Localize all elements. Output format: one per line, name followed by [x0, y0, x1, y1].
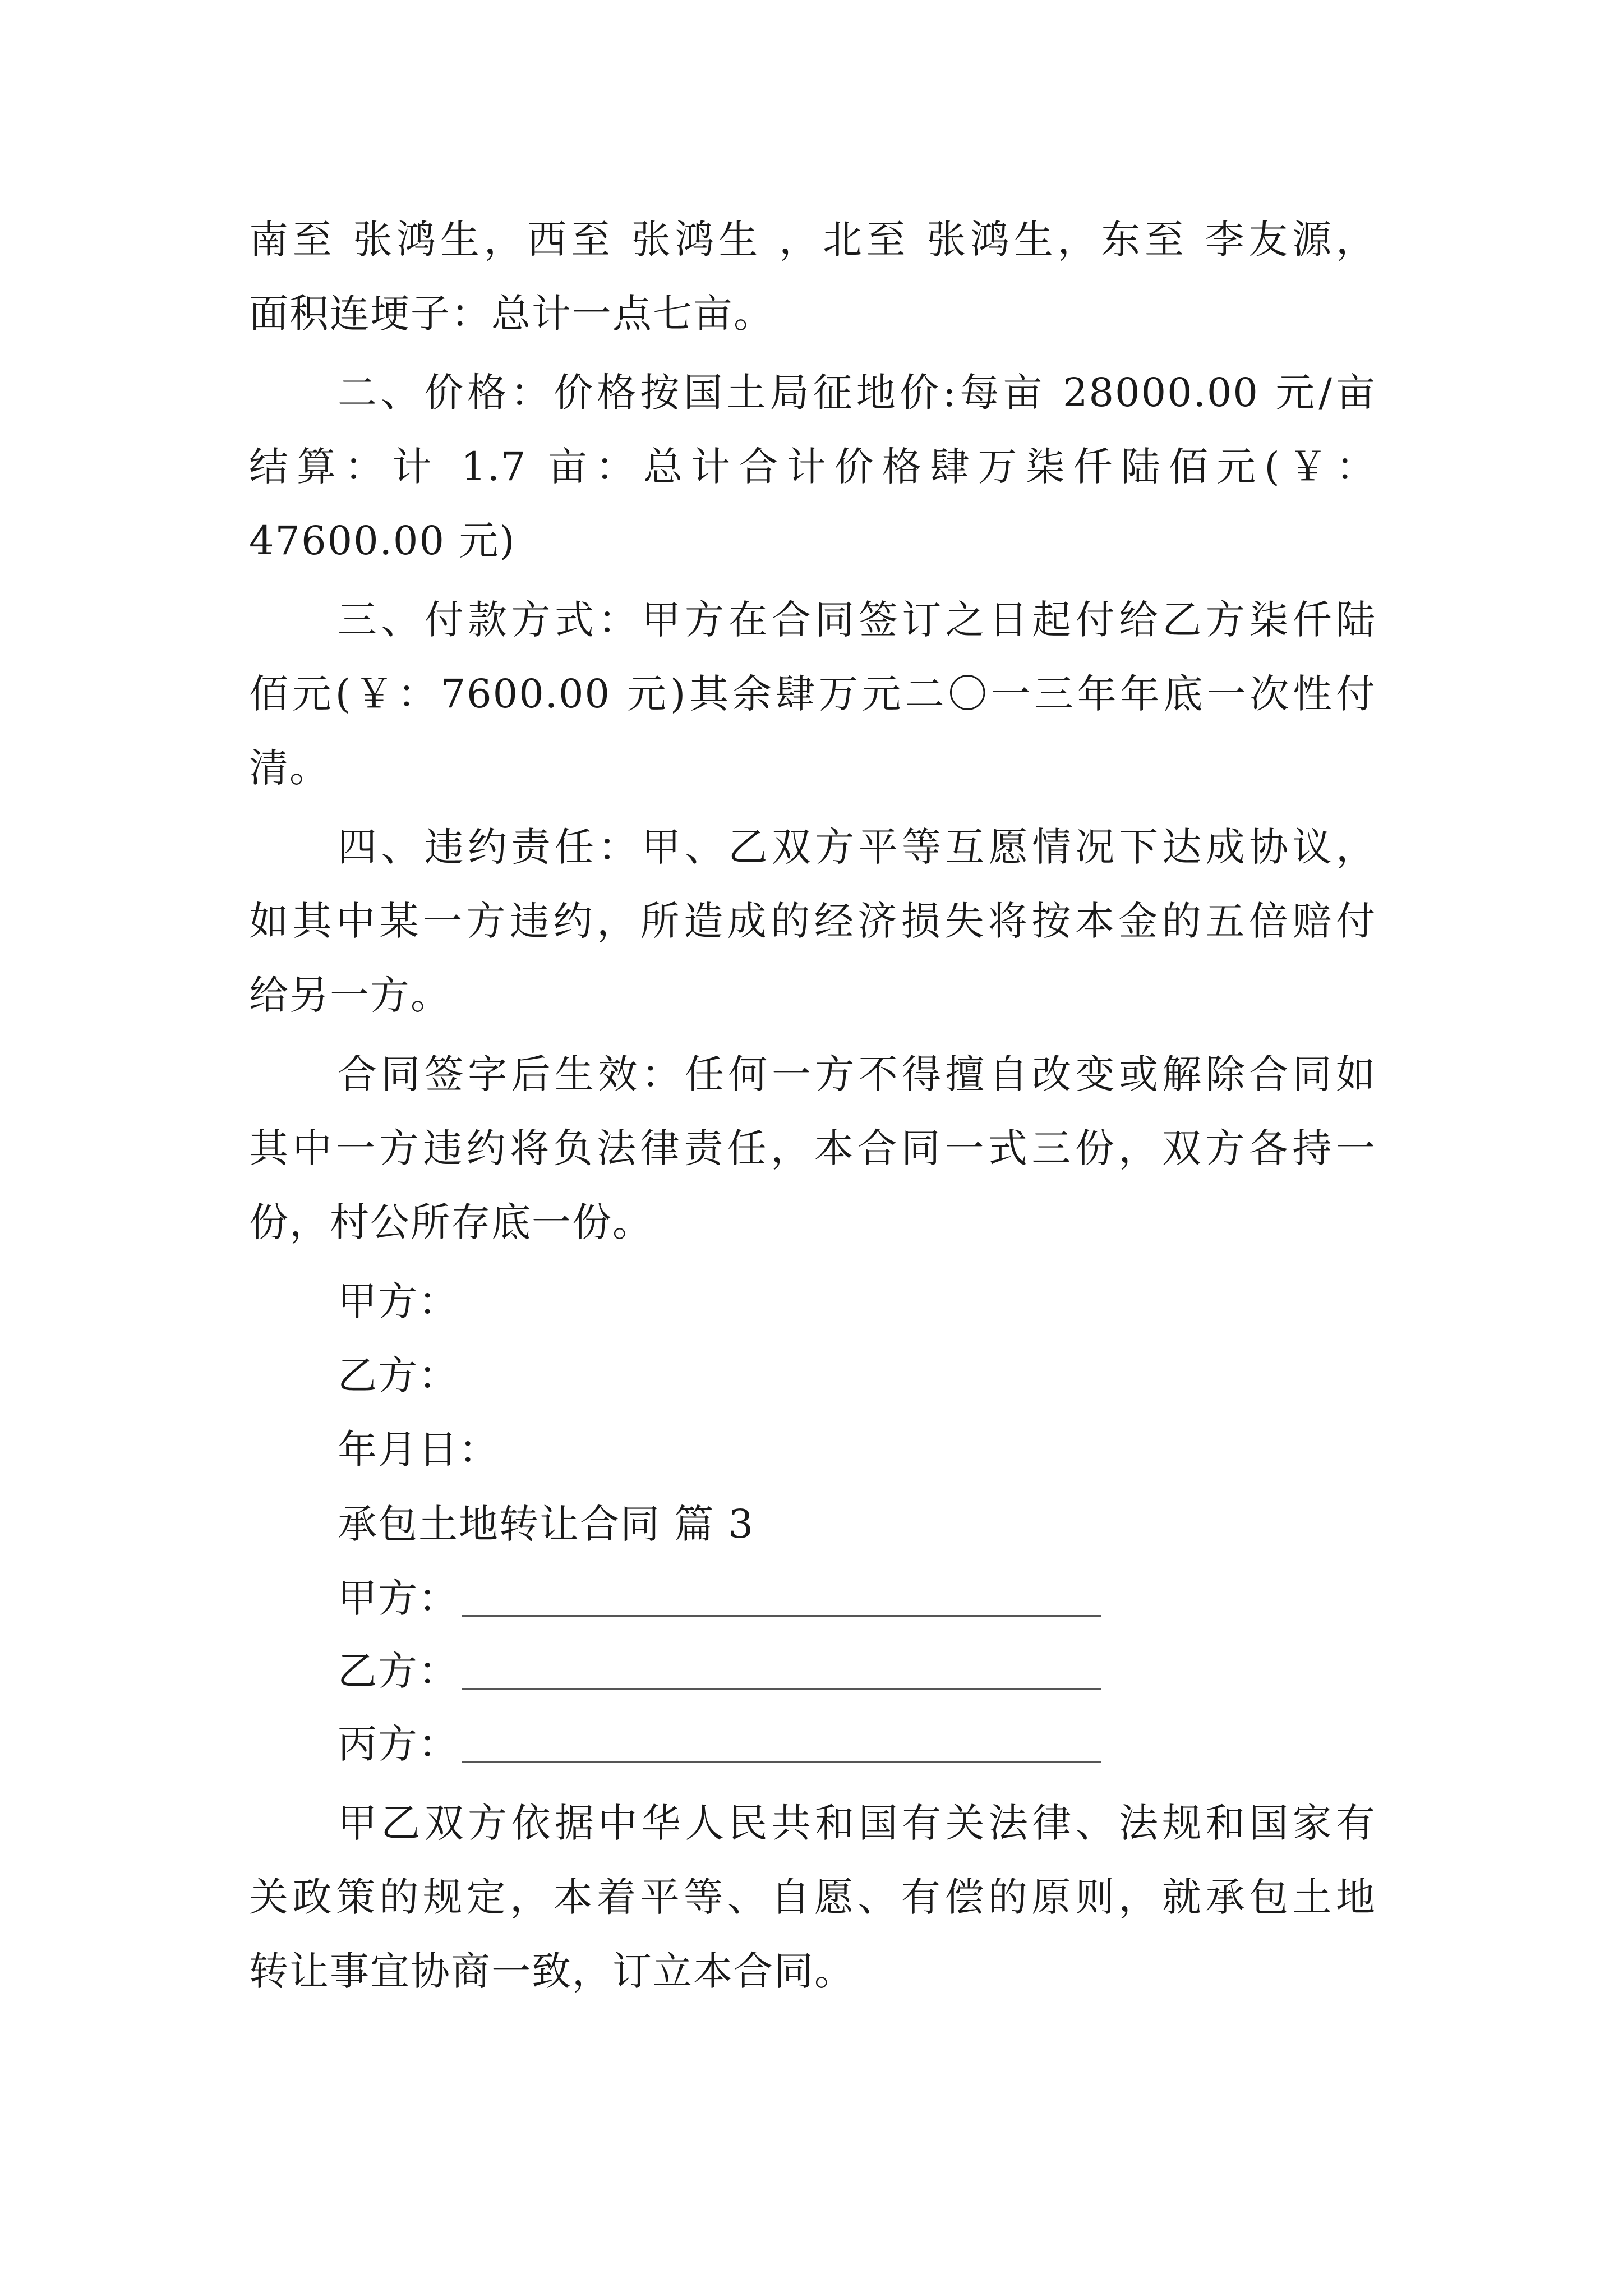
text-line: 合同签字后生效：任何一方不得擅自改变或解除合同如 [338, 1051, 1376, 1097]
signature-label-date: 年月日： [338, 1427, 499, 1473]
party-b-row [338, 1646, 1101, 1696]
text-line: 其中一方违约将负法律责任，本合同一式三份，双方各持一 [249, 1125, 1376, 1171]
party-c-label: 丙方： [338, 1721, 459, 1767]
party-a-blank [462, 1615, 1101, 1617]
section-title: 承包土地转让合同 篇 3 [338, 1501, 755, 1547]
text-line: 二、价格：价格按国土局征地价:每亩 28000.00 元/亩 [338, 370, 1376, 416]
signature-label-party-a: 甲方： [338, 1278, 459, 1324]
signature-label-party-b: 乙方： [338, 1352, 459, 1398]
text-line: 转让事宜协商一致，订立本合同。 [249, 1948, 855, 1994]
text-line: 南至 张鸿生，西至 张鸿生 ，北至 张鸿生，东至 李友源， [249, 217, 1376, 263]
text-line: 四、违约责任：甲、乙双方平等互愿情况下达成协议， [338, 824, 1376, 870]
party-a-row [338, 1573, 1101, 1623]
party-c-row [338, 1719, 1101, 1769]
text-line: 面积连埂子：总计一点七亩。 [249, 291, 774, 337]
party-b-blank [462, 1688, 1101, 1690]
text-line: 清。 [249, 745, 330, 791]
text-line: 给另一方。 [249, 972, 451, 1018]
text-line: 三、付款方式：甲方在合同签订之日起付给乙方柒仟陆 [338, 597, 1376, 643]
party-b-label: 乙方： [338, 1648, 459, 1694]
text-line: 结算：计 1.7 亩：总计合计价格肆万柒仟陆佰元(￥： [249, 444, 1376, 490]
party-a-label: 甲方： [338, 1575, 459, 1621]
text-line: 47600.00 元) [249, 518, 516, 564]
text-line: 佰元(￥：7600.00 元)其余肆万元二〇一三年年底一次性付 [249, 671, 1376, 717]
text-line: 份，村公所存底一份。 [249, 1199, 653, 1245]
text-line: 如其中某一方违约，所造成的经济损失将按本金的五倍赔付 [249, 898, 1376, 944]
party-c-blank [462, 1761, 1101, 1763]
text-line: 关政策的规定，本着平等、自愿、有偿的原则，就承包土地 [249, 1874, 1376, 1920]
text-line: 甲乙双方依据中华人民共和国有关法律、法规和国家有 [338, 1800, 1376, 1846]
